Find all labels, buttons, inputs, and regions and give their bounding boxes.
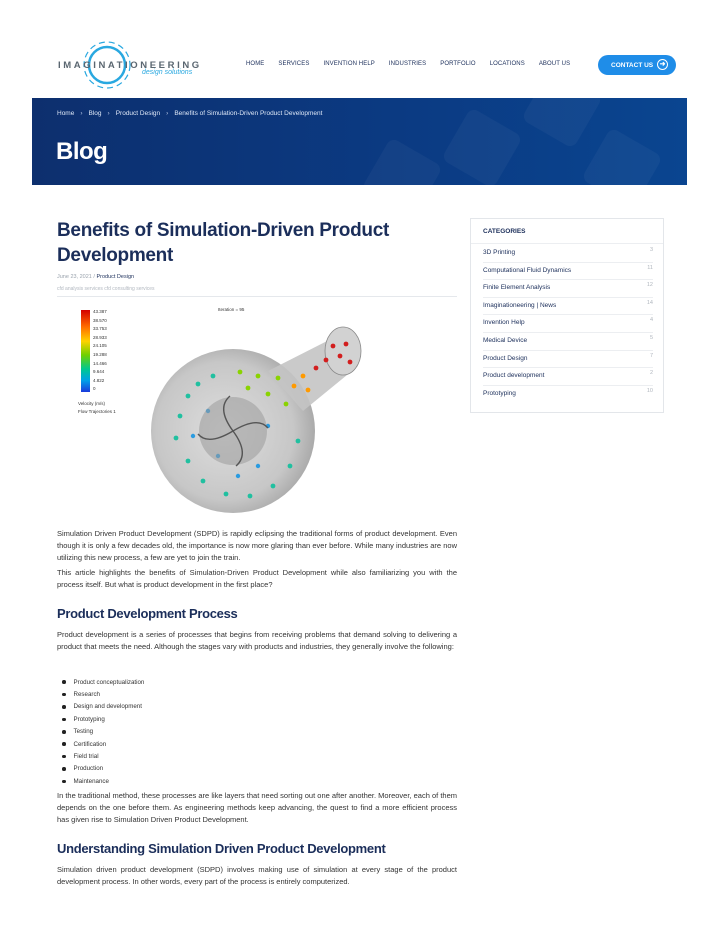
chevron-right-icon: ›	[166, 110, 169, 117]
arrow-right-icon: ➜	[657, 59, 668, 70]
categories-widget	[470, 218, 664, 413]
pump-housing-render	[118, 316, 368, 521]
article-paragraph: This article highlights the benefits of Simulation-Driven Product Development while also familiarizing you with the process itself. But what is product development in the first place?	[57, 568, 457, 589]
breadcrumb-product-design[interactable]: Product Design	[115, 110, 161, 117]
legend-value: 14.466	[93, 360, 107, 366]
category-item[interactable]: Finite Element Analysis 12	[483, 280, 653, 298]
category-item[interactable]: 3D Printing 3	[483, 245, 653, 263]
breadcrumb	[57, 110, 322, 117]
brand-name: IMAGINATIONEERING	[58, 60, 202, 71]
breadcrumb-blog[interactable]: Blog	[88, 110, 102, 117]
list-item: Field trial	[62, 750, 144, 762]
nav-locations[interactable]: LOCATIONS	[489, 61, 525, 67]
list-item: Design and development	[62, 701, 144, 713]
category-item[interactable]: Prototyping 10	[483, 387, 653, 397]
legend-caption-line: Flow Trajectories 1	[78, 409, 116, 414]
list-item: Certification	[62, 738, 144, 750]
list-item: Production	[62, 763, 144, 775]
main-nav	[246, 61, 570, 67]
category-item[interactable]: Imaginationeering | News 14	[483, 298, 653, 316]
nav-portfolio[interactable]: PORTFOLIO	[440, 61, 476, 67]
breadcrumb-current: Benefits of Simulation-Driven Product Development	[174, 110, 323, 117]
legend-value: 4.822	[93, 377, 105, 383]
nav-about-us[interactable]: ABOUT US	[538, 61, 571, 67]
legend-value: 0	[93, 386, 96, 392]
category-item[interactable]: Product Design 7	[483, 351, 653, 369]
contact-us-label: CONTACT US	[611, 61, 654, 69]
categories-heading: CATEGORIES	[483, 228, 526, 235]
list-item: Maintenance	[62, 775, 144, 787]
legend-value: 28.933	[93, 334, 107, 340]
nav-industries[interactable]: INDUSTRIES	[388, 61, 427, 67]
article-paragraph: Simulation driven product development (SDPD) involves making use of simulation at every stage of the product development process. In other words, every part of the process is entirely computerized.	[57, 865, 457, 886]
nav-invention-help[interactable]: INVENTION HELP	[323, 61, 375, 67]
cfd-simulation-image	[70, 302, 370, 522]
chevron-right-icon: ›	[107, 110, 110, 117]
article-paragraph: Simulation Driven Product Development (SDPD) is rapidly eclipsing the traditional forms of product development. Even though it is only a few decades old, the importance is now more glaring than ever before. While many industries are now utilizing this new process, a few are yet to join the train.	[57, 529, 457, 562]
nav-services[interactable]: SERVICES	[278, 61, 310, 67]
page-hero	[32, 98, 687, 185]
list-item: Testing	[62, 726, 144, 738]
legend-caption-line: Velocity (m/s)	[78, 401, 106, 406]
category-item[interactable]: Invention Help 4	[483, 315, 653, 333]
legend-value: 43.387	[93, 309, 107, 314]
iteration-label: Iteration = 95	[218, 307, 245, 312]
divider	[471, 243, 663, 244]
post-title: Benefits of Simulation-Driven Product Development	[57, 220, 389, 266]
article-header	[57, 218, 457, 297]
post-date: June 23, 2021 /	[57, 274, 95, 280]
divider	[57, 296, 457, 297]
legend-value: 19.288	[93, 351, 107, 357]
brand-tagline: design solutions	[142, 69, 193, 76]
category-item[interactable]: Product development 2	[483, 368, 653, 386]
legend-value: 9.644	[93, 369, 105, 375]
legend-caption	[78, 400, 116, 416]
legend-value: 38.570	[93, 317, 107, 323]
nav-home[interactable]: HOME	[246, 61, 265, 67]
velocity-legend-values	[93, 308, 107, 394]
category-item[interactable]: Computational Fluid Dynamics 11	[483, 263, 653, 281]
list-item: Product conceptualization	[62, 676, 144, 688]
list-item: Prototyping	[62, 713, 144, 725]
legend-value: 33.753	[93, 326, 107, 332]
article-paragraph: Product development is a series of processes that begins from receiving problems that demand solving to delivering a product that meets the need. Although the stages vary with products and industries, they generally involve the following:	[57, 630, 457, 651]
section-heading: Understanding Simulation Driven Product Development	[57, 841, 386, 856]
legend-value: 24.105	[93, 343, 107, 349]
page-title: Blog	[56, 138, 108, 165]
section-heading: Product Development Process	[57, 606, 238, 621]
site-header	[0, 0, 720, 98]
post-category-link[interactable]: Product Design	[96, 274, 135, 280]
chevron-right-icon: ›	[80, 110, 83, 117]
velocity-color-scale	[81, 310, 90, 392]
category-item[interactable]: Medical Device 5	[483, 333, 653, 351]
post-meta	[57, 274, 457, 280]
contact-us-button[interactable]	[598, 55, 676, 75]
process-list	[62, 676, 144, 788]
list-item: Research	[62, 688, 144, 700]
site-logo[interactable]	[56, 38, 202, 92]
breadcrumb-home[interactable]: Home	[57, 110, 75, 117]
article-paragraph: In the traditional method, these processes are like layers that need sorting out one after another. Moreover, each of them depends on the one before them. As engineering methods keep advancing, the quest to find a more efficient process has given rise to Simulation Driven Product Development.	[57, 791, 457, 824]
post-tags[interactable]: cfd analysis services cfd consulting services	[57, 286, 155, 292]
